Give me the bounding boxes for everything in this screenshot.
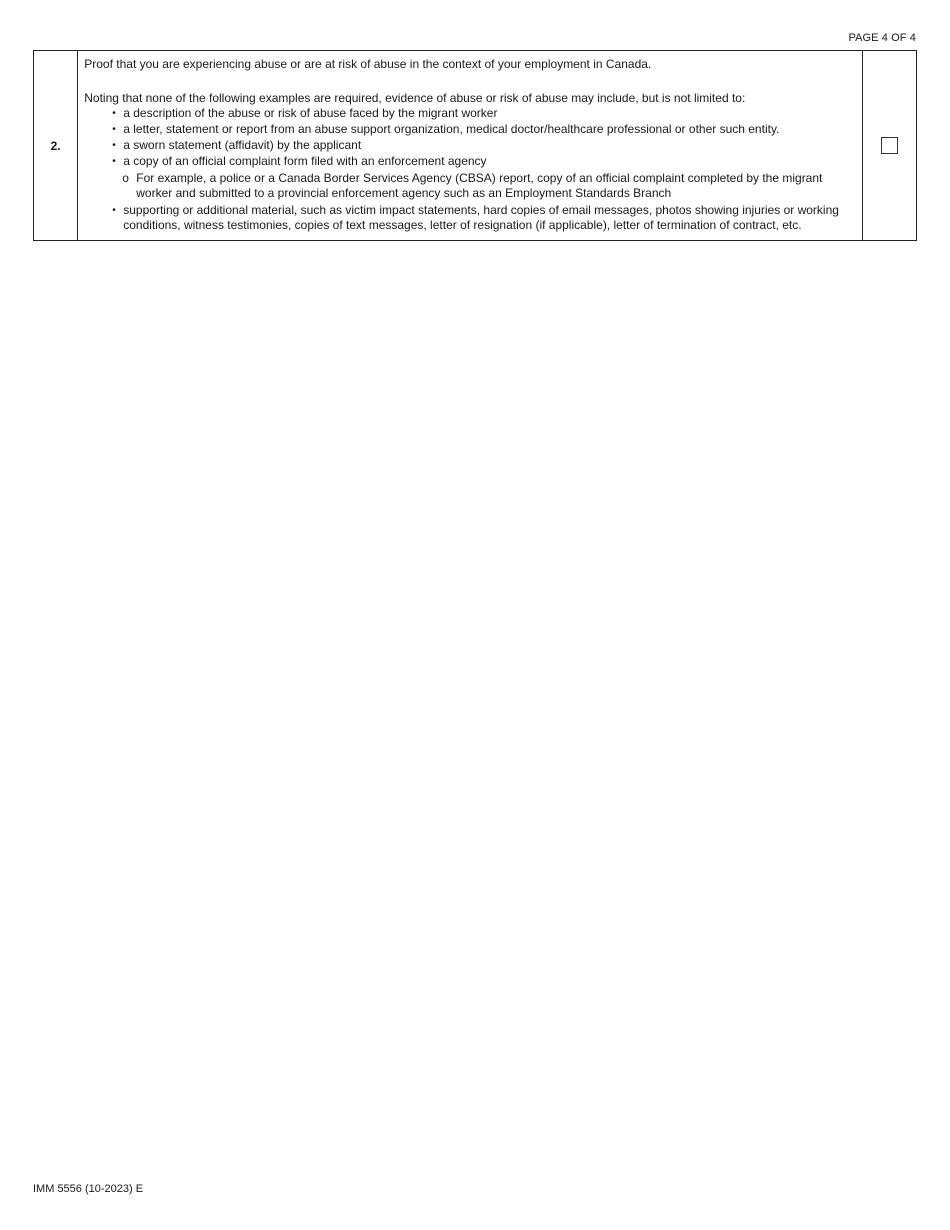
checklist-table [33, 50, 917, 241]
item-lead: Noting that none of the following examples are required, evidence of abuse or risk of abuse may include, but is not limited to: [84, 91, 746, 105]
page-number: PAGE 4 OF 4 [848, 32, 916, 44]
evidence-item: • a letter, statement or report from an abuse support organization, medical doctor/healthcare professional or other such entity. [112, 122, 849, 137]
evidence-subitem: o For example, a police or a Canada Border Services Agency (CBSA) report, copy of an official complaint completed by the migrant worker and submitted to a provincial enforcement agency such as an Employment Standards Branch [122, 171, 849, 201]
evidence-sublist [84, 171, 849, 201]
evidence-item: • a description of the abuse or risk of abuse faced by the migrant worker [112, 106, 849, 121]
checklist-row [34, 51, 917, 241]
item-description [78, 51, 862, 241]
evidence-item: • a copy of an official complaint form filed with an enforcement agency [112, 154, 849, 169]
checkbox-cell [862, 51, 916, 241]
item-number: 2. [34, 51, 78, 241]
evidence-item: • supporting or additional material, such as victim impact statements, hard copies of email messages, photos showing injuries or working conditions, witness testimonies, copies of text messages, letter of resignation (if applicable), letter of termination of contract, etc. [112, 203, 849, 233]
form-identifier: IMM 5556 (10-2023) E [33, 1183, 144, 1195]
evidence-list [84, 106, 849, 169]
item-checkbox[interactable] [881, 137, 898, 154]
evidence-item: • a sworn statement (affidavit) by the applicant [112, 138, 849, 153]
item-intro: Proof that you are experiencing abuse or are at risk of abuse in the context of your employment in Canada. [84, 57, 652, 71]
evidence-list-continued [84, 203, 849, 233]
